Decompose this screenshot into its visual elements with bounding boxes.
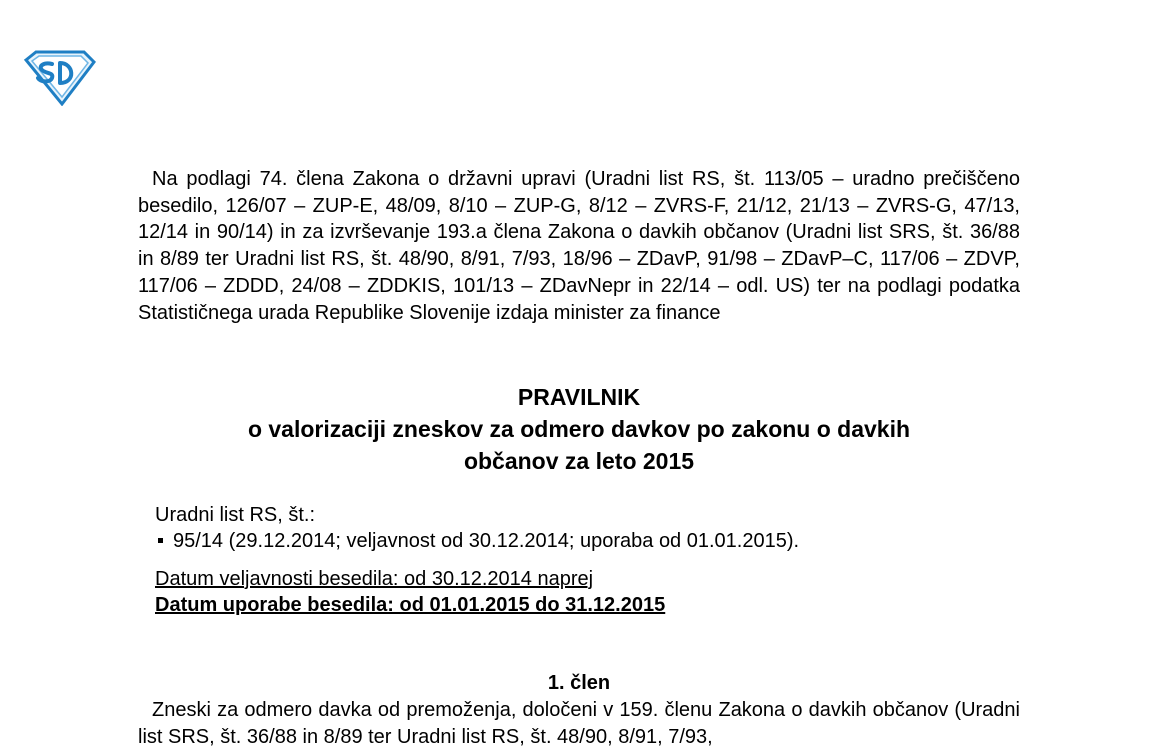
validity-date: Datum veljavnosti besedila: od 30.12.2014 naprej [155, 568, 594, 590]
gazette-label: Uradni list RS, št.: [155, 504, 316, 526]
title-line-1: PRAVILNIK [517, 384, 641, 410]
gazette-entry [155, 528, 1015, 554]
document-title [138, 381, 1020, 477]
title-line-3: občanov za leto 2015 [463, 448, 695, 474]
intro-paragraph: Na podlagi 74. člena Zakona o državni upravi (Uradni list RS, št. 113/05 – uradno prečiščeno besedilo, 126/07 – ZUP-E, 48/09, 8/10 – ZUP-G, 8/12 – ZVRS-F, 21/12, 21/13 – ZVRS-G, 47/13, 12/14 in 90/14) in za izvrševanje 193.a člena Zakona o davkih občanov (Uradni list SRS, št. 36/88 in 8/89 ter Uradni list RS, št. 48/90, 8/91, 7/93, 18/96 – ZDavP, 91/98 – ZDavP–C, 117/06 – ZDVP, 117/06 – ZDDD, 24/08 – ZDDKIS, 101/13 – ZDavNepr in 22/14 – odl. US) ter na podlagi podatka Statističnega urada Republike Slovenije izdaja minister za finance [138, 168, 1020, 324]
usage-date: Datum uporabe besedila: od 01.01.2015 do 31.12.2015 [155, 594, 666, 616]
dates-block [155, 566, 665, 618]
article-1-text: Zneski za odmero davka od premoženja, določeni v 159. členu Zakona o davkih občanov (Uradni list SRS, št. 36/88 in 8/89 ter Uradni list RS, št. 48/90, 8/91, 7/93, [138, 699, 1020, 748]
gazette-reference [155, 502, 1015, 554]
bullet-icon [158, 538, 163, 543]
title-line-2: o valorizaciji zneskov za odmero davkov po zakonu o davkih [247, 416, 911, 442]
gazette-entry-text: 95/14 (29.12.2014; veljavnost od 30.12.2014; uporaba od 01.01.2015). [173, 530, 800, 552]
sd-logo-icon [22, 50, 96, 106]
article-1-heading: 1. člen [547, 672, 611, 694]
